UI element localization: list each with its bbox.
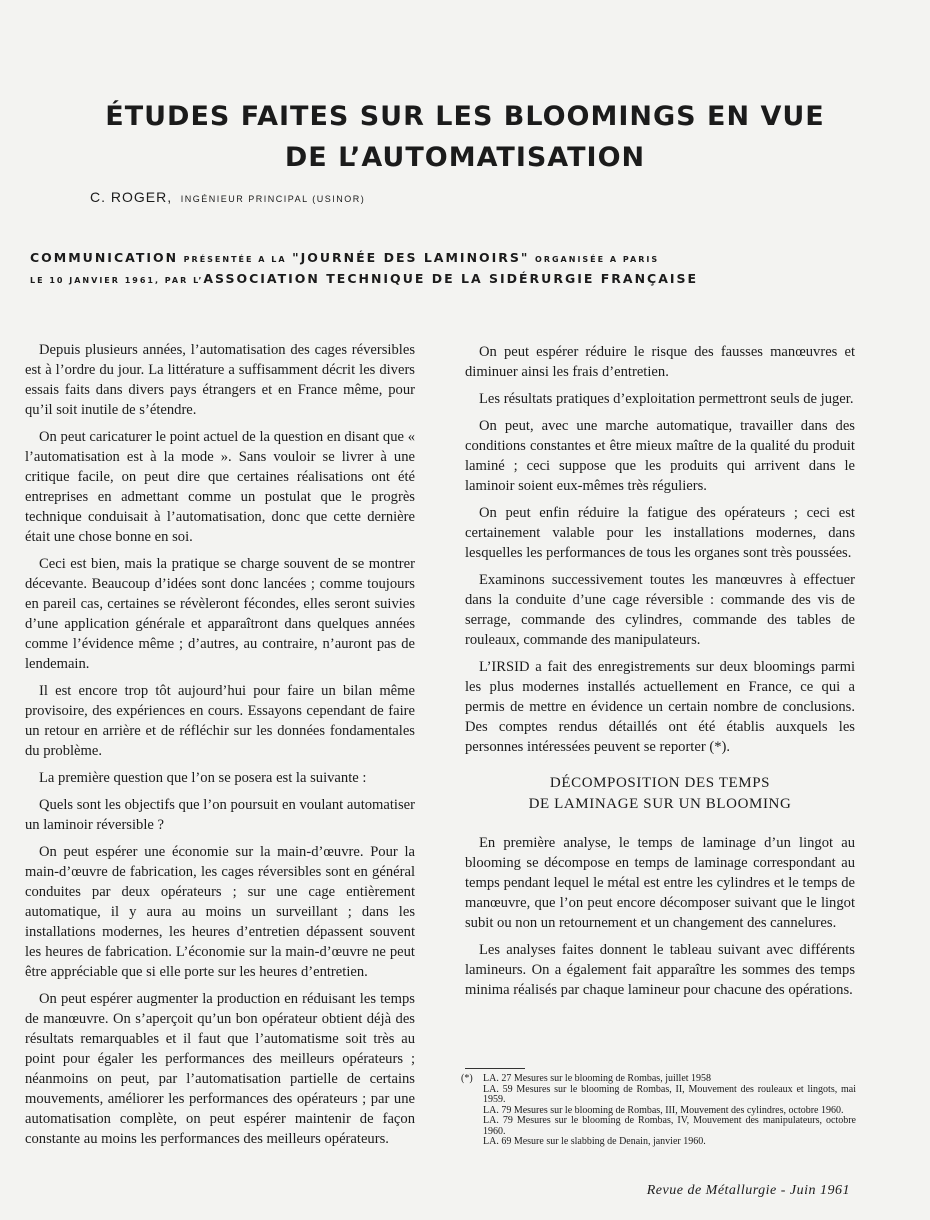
footnote-item: LA. 59 Mesures sur le blooming de Rombas, II, Mouvement des rouleaux et lingots, mai 1959. (483, 1083, 856, 1105)
paragraph: On peut espérer réduire le risque des fausses manœuvres et diminuer ainsi les frais d’entretien. (465, 344, 855, 380)
footnotes (461, 1074, 856, 1148)
author-name: C. ROGER, (90, 189, 173, 205)
author-line (90, 189, 365, 205)
comm-journee: "JOURNÉE DES LAMINOIRS" (292, 250, 530, 265)
paragraph: En première analyse, le temps de laminage d’un lingot au blooming se décompose en temps de laminage correspondant au temps pendant lequel le métal est entre les cylindres et le temps de manœuvre, que l’on peut encore décomposer suivant que le lingot subit ou non un retournement et un changement des cannelures. (465, 835, 855, 931)
comm-association: ASSOCIATION TECHNIQUE DE LA SIDÉRURGIE FRANÇAISE (203, 271, 699, 286)
footnote-item: LA. 79 Mesures sur le blooming de Rombas, IV, Mouvement des manipulateurs, octobre 1960. (483, 1115, 856, 1137)
journal-footer: Revue de Métallurgie - Juin 1961 (646, 1183, 850, 1198)
communication-line-1 (30, 247, 800, 266)
footnote-text: LA. 27 Mesures sur le blooming de Rombas, juillet 1958 (483, 1073, 712, 1084)
paragraph: On peut, avec une marche automatique, travailler dans des conditions constantes et être mieux maître de la qualité du produit laminé ; ceci suppose que les produits qui arrivent dans le laminoir soient eux-mêmes très réguliers. (465, 418, 855, 494)
title-line-2: DE L’AUTOMATISATION (284, 142, 646, 173)
paragraph: Quels sont les objectifs que l’on poursuit en voulant automatiser un laminoir réversible ? (25, 797, 415, 833)
paragraph: L’IRSID a fait des enregistrements sur deux bloomings parmi les plus modernes installés actuellement en France, ce qui a permis de mettre en évidence un certain nombre de conclusions. Des comptes rendus détaillés ont été établis auxquels les personnes intéressées peuvent se reporter (*). (465, 659, 855, 755)
communication-line-2 (30, 268, 800, 287)
article-title (60, 96, 870, 178)
comm-word-communication: COMMUNICATION (30, 250, 179, 265)
right-column (465, 342, 855, 1007)
comm-date: LE 10 JANVIER 1961, PAR L’ (30, 276, 204, 285)
footnote-marker: (*) (461, 1073, 473, 1084)
paragraph: Il est encore trop tôt aujourd’hui pour faire un bilan même provisoire, des expériences en cours. Essayons cependant de faire un retour en arrière et de réfléchir sur les données fondamentales du problème. (25, 683, 415, 759)
author-role: INGÉNIEUR PRINCIPAL (USINOR) (180, 194, 366, 204)
title-line-1: ÉTUDES FAITES SUR LES BLOOMINGS EN VUE (105, 101, 825, 132)
footnote-item (461, 1074, 856, 1085)
paragraph: On peut enfin réduire la fatigue des opérateurs ; ceci est certainement valable pour les installations modernes, dans lesquelles les performances de tous les organes sont très poussées. (465, 505, 855, 561)
paragraph: Depuis plusieurs années, l’automatisation des cages réversibles est à l’ordre du jour. La littérature a suffisamment décrit les divers essais faits dans divers pays étrangers et en France même, pour qu’il soit inutile de s’étendre. (25, 342, 415, 418)
paragraph: Les résultats pratiques d’exploitation permettront seuls de juger. (479, 391, 854, 407)
left-column (25, 340, 415, 1156)
footnote-item: LA. 79 Mesures sur le blooming de Rombas, III, Mouvement des cylindres, octobre 1960. (483, 1104, 844, 1116)
comm-organisee: ORGANISÉE A PARIS (535, 255, 660, 264)
paragraph: Examinons successivement toutes les manœuvres à effectuer dans la conduite d’une cage réversible : commande des vis de serrage, commande des cylindres, commande des tables de rouleaux, commande des manipulateurs. (465, 572, 855, 648)
paragraph: Ceci est bien, mais la pratique se charge souvent de se montrer décevante. Beaucoup d’idées sont donc lancées ; comme toujours en pareil cas, certaines se révèleront fécondes, elles seront suivies d’une application générale et apparaîtront dans quelques années comme l’évidence même ; d’autres, au contraire, n’auront pas de lendemain. (25, 556, 415, 672)
paragraph: La première question que l’on se posera est la suivante : (39, 770, 367, 786)
footnote-rule (465, 1068, 525, 1069)
footnote-item: LA. 69 Mesure sur le slabbing de Denain, janvier 1960. (483, 1136, 706, 1147)
paragraph: On peut espérer une économie sur la main-d’œuvre. Pour la main-d’œuvre de fabrication, les cages réversibles sont en général conduites par deux opérateurs ; sur une cage entièrement automatique, il y aura au moins un surveillant ; dans les installations modernes, les heures d’entretien dépassent souvent les heures de fabrication. L’économie sur la main-d’œuvre ne peut être appréciable que si elle porte sur les heures d’entretien. (25, 844, 415, 980)
section-heading-line-1: DÉCOMPOSITION DES TEMPS (549, 775, 771, 791)
paragraph: On peut caricaturer le point actuel de la question en disant que « l’automatisation est à la mode ». Sans vouloir se livrer à une critique facile, on peut dire que certaines réalisations ont été entreprises en admettant comme un postulat que le progrès technique conduisait à l’automatisation, donc que cette dernière était une chose bonne en soi. (25, 429, 415, 545)
paragraph: Les analyses faites donnent le tableau suivant avec différents lamineurs. On a également fait apparaître les sommes des temps minima réalisés par chaque lamineur pour chacune des opérations. (465, 942, 855, 998)
comm-presentee: PRÉSENTÉE A LA (183, 255, 287, 264)
paragraph: On peut espérer augmenter la production en réduisant les temps de manœuvre. On s’aperçoit qu’un bon opérateur obtient déjà des résultats remarquables et il faut que l’automatisme soit très au point pour égaler les performances des meilleurs opérateurs ; néanmoins on peut, par l’automatisation partielle de certains mouvements, améliorer les performances des opérateurs ; par une automatisation complète, on peut espérer maintenir de façon constante au moins les performances des meilleurs opérateurs. (25, 991, 415, 1147)
section-heading-line-2: DE LAMINAGE SUR UN BLOOMING (528, 796, 792, 812)
section-heading (465, 773, 855, 815)
